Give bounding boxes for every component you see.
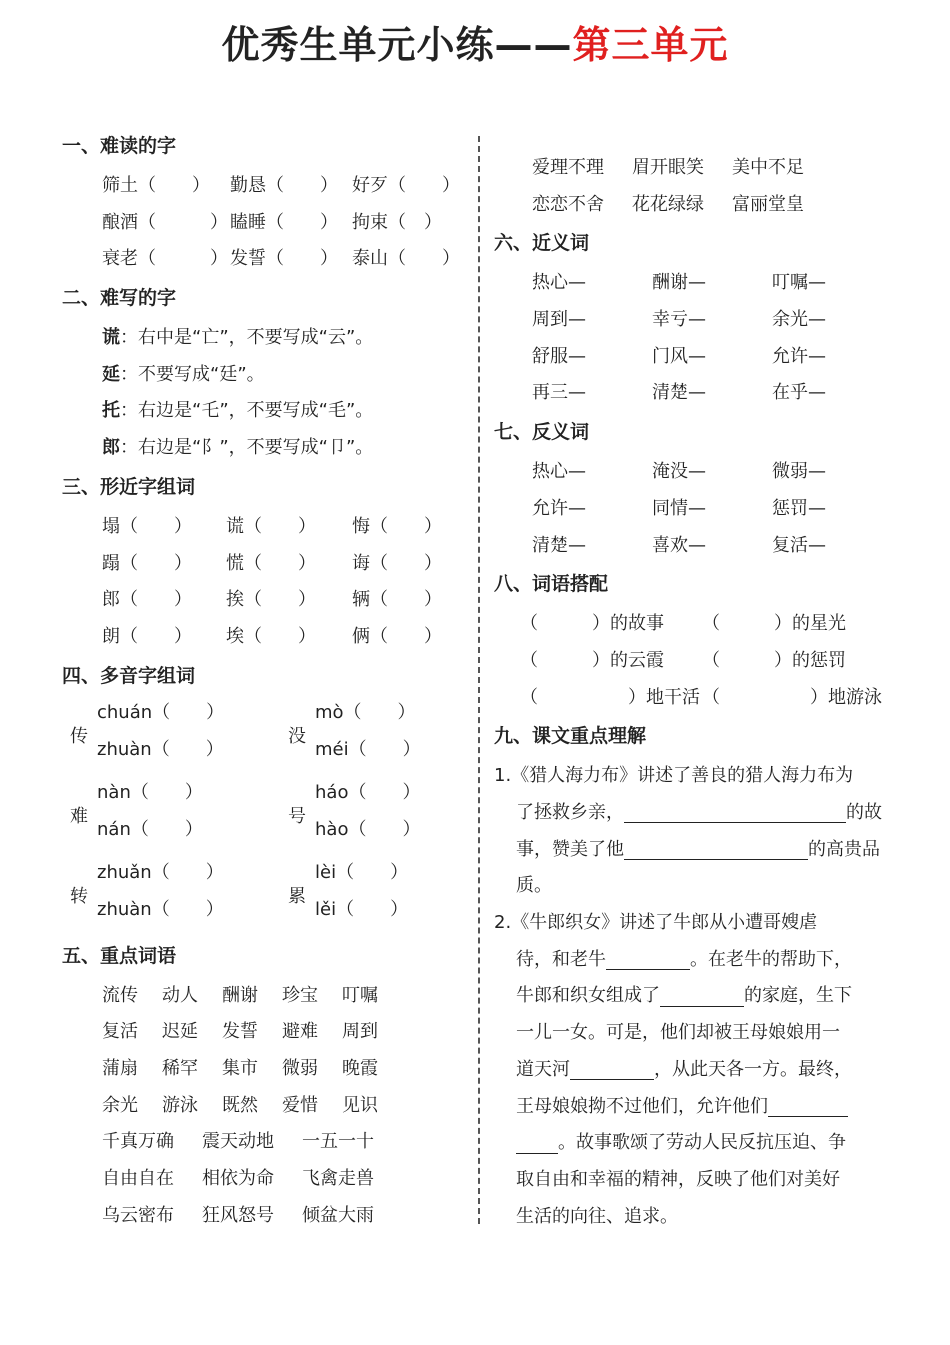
pinyin-line: zhuàn（ ） bbox=[97, 898, 224, 920]
antonyms-list bbox=[494, 454, 904, 564]
grid-cell: 辆（ ） bbox=[352, 589, 442, 611]
grid-cell: 泰山（ ） bbox=[352, 248, 460, 270]
word-row bbox=[494, 150, 904, 187]
column-divider bbox=[478, 136, 480, 1224]
grid-row bbox=[494, 680, 904, 717]
grid-cell: 周到— bbox=[532, 309, 586, 331]
grid-cell: 门风— bbox=[652, 345, 706, 367]
polyphone-char: 没 bbox=[288, 725, 306, 747]
question-number: 2. bbox=[494, 912, 512, 934]
pinyin-line: chuán（ ） bbox=[97, 701, 225, 723]
rule-char: 郎 bbox=[102, 437, 120, 459]
key-words-list-cont bbox=[494, 150, 904, 223]
rule-text: ：右边是“阝”，不要写成“卩”。 bbox=[120, 437, 374, 459]
grid-cell: 清楚— bbox=[532, 534, 586, 556]
pinyin-line: mò（ ） bbox=[315, 701, 416, 723]
question-text: 质。 bbox=[516, 875, 552, 897]
grid-cell: 淹没— bbox=[652, 461, 706, 483]
rule-line bbox=[62, 357, 462, 394]
similar-chars-list bbox=[62, 509, 462, 656]
page-title bbox=[0, 14, 950, 69]
grid-cell: 筛土（ ） bbox=[102, 175, 210, 196]
word: 眉开眼笑 bbox=[632, 157, 704, 178]
grid-cell: （ ）的故事 bbox=[520, 613, 664, 635]
grid-cell: 埃（ ） bbox=[226, 625, 316, 647]
word: 晚霞 bbox=[342, 1057, 378, 1079]
question-text: 《猎人海力布》讲述了善良的猎人海力布为 bbox=[511, 765, 854, 787]
polyphone-char: 难 bbox=[70, 805, 88, 827]
question-text: 王母娘娘拗不过他们，允许他们 bbox=[516, 1095, 768, 1117]
pinyin-line: lèi（ ） bbox=[315, 861, 409, 883]
grid-cell: 朗（ ） bbox=[102, 625, 192, 647]
word: 恋恋不舍 bbox=[532, 193, 604, 215]
question-2 bbox=[494, 905, 904, 1235]
grid-cell: 同情— bbox=[652, 497, 706, 519]
word: 爱理不理 bbox=[532, 157, 604, 178]
grid-cell: 诲（ ） bbox=[352, 552, 442, 574]
word: 自由自在 bbox=[102, 1168, 174, 1189]
grid-cell: （ ）的惩罚 bbox=[702, 649, 846, 671]
rule-char: 延 bbox=[102, 363, 120, 385]
word-row bbox=[62, 1124, 462, 1161]
polyphone-row bbox=[62, 858, 462, 936]
question-text: 一儿一女。可是，他们却被王母娘娘用一 bbox=[516, 1022, 840, 1044]
question-text: 道天河 bbox=[516, 1058, 570, 1080]
word: 流传 bbox=[102, 984, 138, 1006]
grid-cell: 悔（ ） bbox=[352, 515, 442, 537]
grid-cell: 在乎— bbox=[772, 382, 826, 404]
word-row bbox=[62, 1051, 462, 1088]
word: 相依为命 bbox=[202, 1168, 274, 1189]
word-matching-list bbox=[494, 606, 904, 716]
section-heading: 九、课文重点理解 bbox=[494, 725, 647, 748]
pinyin-line: zhuàn（ ） bbox=[97, 738, 224, 760]
word: 狂风怒号 bbox=[202, 1204, 274, 1226]
left-column bbox=[62, 128, 462, 1234]
grid-row bbox=[62, 205, 462, 242]
word: 爱惜 bbox=[282, 1094, 318, 1116]
grid-cell: 挨（ ） bbox=[226, 589, 316, 611]
answer-blank[interactable] bbox=[624, 839, 808, 860]
grid-cell: 慌（ ） bbox=[226, 552, 316, 574]
word: 飞禽走兽 bbox=[302, 1168, 374, 1189]
grid-cell: 惩罚— bbox=[772, 497, 826, 519]
grid-cell: 瞌睡（ ） bbox=[230, 211, 338, 233]
grid-cell: 拘束（ ） bbox=[352, 211, 442, 233]
section-heading: 四、多音字组词 bbox=[62, 664, 196, 687]
grid-cell: 塌（ ） bbox=[102, 515, 192, 537]
grid-row bbox=[62, 582, 462, 619]
grid-row bbox=[494, 454, 904, 491]
word: 动人 bbox=[162, 984, 198, 1006]
rule-text: ：右中是“亡”，不要写成“云”。 bbox=[120, 327, 374, 349]
grid-cell: 清楚— bbox=[652, 382, 706, 404]
question-text: 事，赞美了他 bbox=[516, 838, 624, 860]
word: 游泳 bbox=[162, 1094, 198, 1116]
grid-cell: （ ）的星光 bbox=[702, 613, 846, 635]
grid-cell: 衰老（ ） bbox=[102, 248, 228, 270]
grid-cell: 俩（ ） bbox=[352, 625, 442, 647]
word: 珍宝 bbox=[282, 984, 318, 1006]
grid-cell: 发誓（ ） bbox=[230, 248, 338, 270]
grid-cell: 叮嘱— bbox=[772, 272, 826, 294]
grid-row bbox=[494, 375, 904, 412]
grid-row bbox=[62, 241, 462, 278]
pinyin-line: zhuǎn（ ） bbox=[97, 861, 224, 883]
word: 集市 bbox=[222, 1057, 258, 1079]
word-row bbox=[62, 1198, 462, 1235]
word: 千真万确 bbox=[102, 1131, 174, 1153]
rule-line bbox=[62, 320, 462, 357]
polyphone-char: 累 bbox=[288, 885, 306, 907]
grid-cell: （ ）地干活 bbox=[520, 686, 700, 708]
question-text: 的家庭，生下 bbox=[744, 985, 852, 1007]
word: 发誓 bbox=[222, 1021, 258, 1043]
grid-row bbox=[494, 491, 904, 528]
answer-blank[interactable] bbox=[624, 802, 846, 823]
word: 见识 bbox=[342, 1094, 378, 1116]
question-text: 了拯救乡亲， bbox=[516, 801, 624, 823]
grid-cell: 允许— bbox=[532, 497, 586, 519]
question-number: 1. bbox=[494, 765, 512, 787]
section-heading: 七、反义词 bbox=[494, 421, 590, 444]
grid-cell: 蹋（ ） bbox=[102, 552, 192, 574]
question-text: 的故 bbox=[846, 801, 882, 823]
synonyms-list bbox=[494, 265, 904, 412]
question-text: 的高贵品 bbox=[808, 838, 880, 860]
polyphone-char: 传 bbox=[70, 725, 88, 747]
section-heading: 一、难读的字 bbox=[62, 135, 177, 157]
word-row bbox=[494, 187, 904, 224]
grid-cell: 酬谢— bbox=[652, 272, 706, 294]
word: 既然 bbox=[222, 1094, 258, 1116]
grid-row bbox=[494, 528, 904, 565]
section-heading: 五、重点词语 bbox=[62, 944, 177, 967]
grid-row bbox=[62, 546, 462, 583]
word: 乌云密布 bbox=[102, 1204, 174, 1226]
word: 复活 bbox=[102, 1021, 138, 1043]
difficult-write-list bbox=[62, 320, 462, 467]
word: 余光 bbox=[102, 1094, 138, 1116]
word: 酬谢 bbox=[222, 984, 258, 1006]
pinyin-line: nàn（ ） bbox=[97, 781, 203, 803]
grid-cell: 喜欢— bbox=[652, 534, 706, 556]
word: 花花绿绿 bbox=[632, 193, 704, 215]
question-text: 取自由和幸福的精神，反映了他们对美好 bbox=[516, 1168, 840, 1190]
grid-cell: 再三— bbox=[532, 382, 586, 404]
grid-row bbox=[494, 265, 904, 302]
word-row bbox=[62, 1014, 462, 1051]
word: 叮嘱 bbox=[342, 984, 378, 1006]
word: 富丽堂皇 bbox=[732, 193, 804, 215]
grid-cell: 谎（ ） bbox=[226, 515, 316, 537]
section-heading: 三、形近字组词 bbox=[62, 475, 196, 498]
polyphone-list bbox=[62, 698, 462, 936]
grid-cell: 郎（ ） bbox=[102, 589, 192, 611]
grid-cell: 复活— bbox=[772, 534, 826, 556]
answer-blank[interactable] bbox=[606, 949, 690, 970]
grid-cell: 勤恳（ ） bbox=[230, 175, 338, 196]
section-heading: 二、难写的字 bbox=[62, 287, 177, 310]
grid-cell: 酿酒（ ） bbox=[102, 211, 228, 233]
answer-blank[interactable] bbox=[570, 1059, 654, 1080]
grid-cell: 允许— bbox=[772, 345, 826, 367]
pinyin-line: hào（ ） bbox=[315, 818, 421, 840]
polyphone-char: 转 bbox=[70, 885, 88, 907]
grid-cell: 热心— bbox=[532, 272, 586, 294]
answer-blank[interactable] bbox=[660, 986, 744, 1007]
grid-row bbox=[62, 509, 462, 546]
rule-char: 托 bbox=[102, 400, 120, 422]
pinyin-line: lěi（ ） bbox=[315, 898, 409, 920]
grid-row bbox=[62, 168, 462, 205]
key-words-list bbox=[62, 978, 462, 1235]
word: 稀罕 bbox=[162, 1057, 198, 1079]
section-heading: 六、近义词 bbox=[494, 232, 590, 255]
grid-row bbox=[494, 339, 904, 376]
grid-cell: （ ）的云霞 bbox=[520, 649, 664, 671]
pinyin-line: háo（ ） bbox=[315, 781, 421, 803]
grid-cell: 好歹（ ） bbox=[352, 175, 460, 196]
polyphone-row bbox=[62, 698, 462, 776]
question-1 bbox=[494, 758, 904, 905]
difficult-read-list bbox=[62, 168, 462, 278]
grid-cell: 热心— bbox=[532, 461, 586, 483]
word: 迟延 bbox=[162, 1021, 198, 1043]
grid-row bbox=[494, 643, 904, 680]
right-column bbox=[494, 150, 904, 1235]
title-main: 优秀生单元小练—— bbox=[221, 23, 573, 67]
question-text: 。故事歌颂了劳动人民反抗压迫、争 bbox=[558, 1132, 846, 1154]
word: 避难 bbox=[282, 1021, 318, 1043]
word: 美中不足 bbox=[732, 157, 804, 178]
polyphone-row bbox=[62, 778, 462, 856]
question-text: 牛郎和织女组成了 bbox=[516, 985, 660, 1007]
polyphone-char: 号 bbox=[288, 805, 306, 827]
question-text: ，从此天各一方。最终， bbox=[654, 1058, 852, 1080]
word-row bbox=[62, 978, 462, 1015]
answer-blank[interactable] bbox=[516, 1133, 558, 1154]
rule-text: ：右边是“乇”，不要写成“毛”。 bbox=[120, 400, 374, 422]
rule-line bbox=[62, 430, 462, 467]
word-row bbox=[62, 1161, 462, 1198]
word: 震天动地 bbox=[202, 1131, 274, 1153]
question-text: 生活的向往、追求。 bbox=[516, 1205, 678, 1227]
question-text: 。在老牛的帮助下， bbox=[690, 948, 852, 970]
rule-char: 谎 bbox=[102, 327, 120, 349]
section-heading: 八、词语搭配 bbox=[494, 573, 609, 596]
word: 一五一十 bbox=[302, 1131, 374, 1153]
grid-cell: 幸亏— bbox=[652, 309, 706, 331]
answer-blank[interactable] bbox=[768, 1096, 848, 1117]
pinyin-line: nán（ ） bbox=[97, 818, 203, 840]
word-row bbox=[62, 1088, 462, 1125]
question-text: 《牛郎织女》讲述了牛郎从小遭哥嫂虐 bbox=[511, 912, 818, 934]
title-highlight: 第三单元 bbox=[572, 23, 729, 67]
grid-row bbox=[494, 302, 904, 339]
question-text: 待，和老牛 bbox=[516, 948, 606, 970]
pinyin-line: méi（ ） bbox=[315, 738, 421, 760]
grid-cell: （ ）地游泳 bbox=[702, 686, 882, 708]
grid-cell: 微弱— bbox=[772, 461, 826, 483]
word: 微弱 bbox=[282, 1057, 318, 1079]
grid-row bbox=[62, 619, 462, 656]
grid-cell: 余光— bbox=[772, 309, 826, 331]
rule-text: ：不要写成“廷”。 bbox=[120, 363, 265, 385]
word: 周到 bbox=[342, 1021, 378, 1043]
grid-row bbox=[494, 606, 904, 643]
word: 倾盆大雨 bbox=[302, 1204, 374, 1226]
rule-line bbox=[62, 393, 462, 430]
grid-cell: 舒服— bbox=[532, 345, 586, 367]
word: 蒲扇 bbox=[102, 1057, 138, 1079]
